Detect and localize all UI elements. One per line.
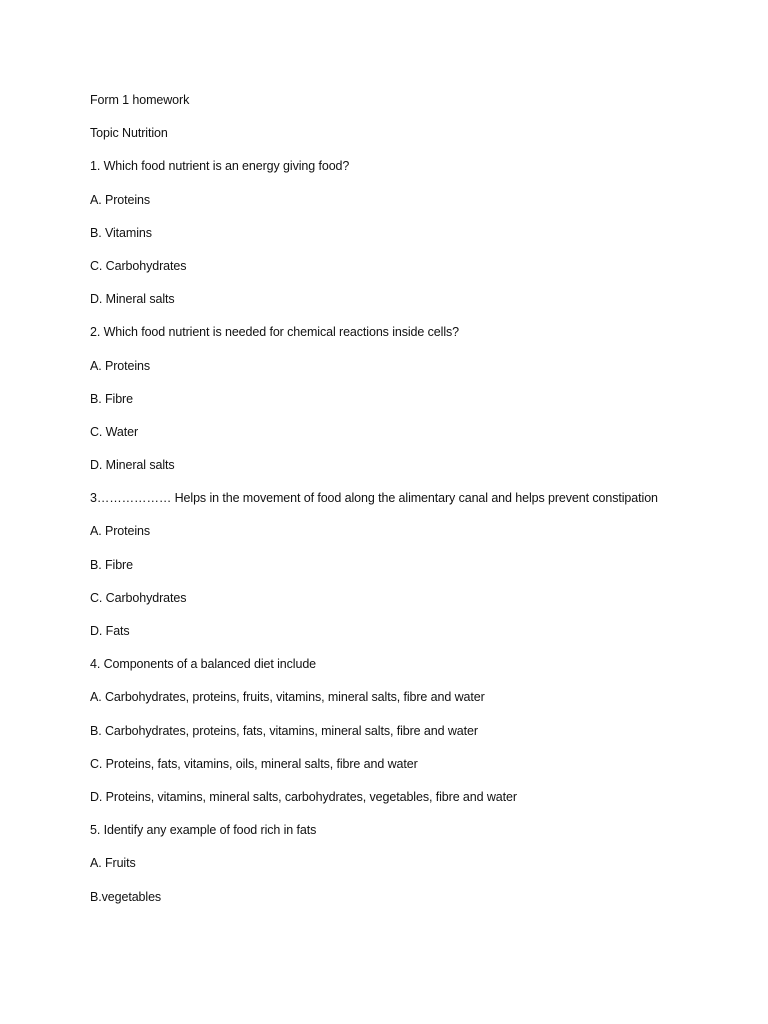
answer-option: D. Mineral salts <box>90 292 175 307</box>
question-prompt: 2. Which food nutrient is needed for chemical reactions inside cells? <box>90 325 459 340</box>
question-2 <box>90 324 730 474</box>
answer-option: C. Proteins, fats, vitamins, oils, mineral salts, fibre and water <box>90 756 418 771</box>
answer-option: A. Fruits <box>90 856 136 871</box>
question-prompt: 4. Components of a balanced diet include <box>90 657 317 672</box>
question-prompt: 1. Which food nutrient is an energy giving food? <box>90 159 350 174</box>
question-1 <box>90 158 730 308</box>
document-body <box>90 92 730 922</box>
answer-option: B. Fibre <box>90 391 133 406</box>
document-topic: Topic Nutrition <box>90 126 168 141</box>
answer-option: D. Mineral salts <box>90 458 175 473</box>
answer-option: C. Carbohydrates <box>90 258 187 273</box>
answer-option: B. Fibre <box>90 557 133 572</box>
answer-option: A. Proteins <box>90 192 151 207</box>
question-prompt: 5. Identify any example of food rich in fats <box>90 823 317 838</box>
answer-option: B.vegetables <box>90 889 162 904</box>
answer-option: A. Proteins <box>90 358 151 373</box>
question-4 <box>90 656 730 806</box>
question-5 <box>90 822 730 905</box>
answer-option: B. Vitamins <box>90 225 152 240</box>
document-title: Form 1 homework <box>90 93 190 107</box>
answer-option: B. Carbohydrates, proteins, fats, vitamins, mineral salts, fibre and water <box>90 723 478 738</box>
answer-option: D. Proteins, vitamins, mineral salts, carbohydrates, vegetables, fibre and water <box>90 789 517 804</box>
question-3 <box>90 490 730 640</box>
answer-option: C. Carbohydrates <box>90 590 187 605</box>
question-prompt: 3……………… Helps in the movement of food along the alimentary canal and helps prevent constipation <box>90 491 658 506</box>
answer-option: C. Water <box>90 424 139 439</box>
answer-option: A. Proteins <box>90 524 151 539</box>
answer-option: D. Fats <box>90 624 130 638</box>
answer-option: A. Carbohydrates, proteins, fruits, vitamins, mineral salts, fibre and water <box>90 690 485 705</box>
